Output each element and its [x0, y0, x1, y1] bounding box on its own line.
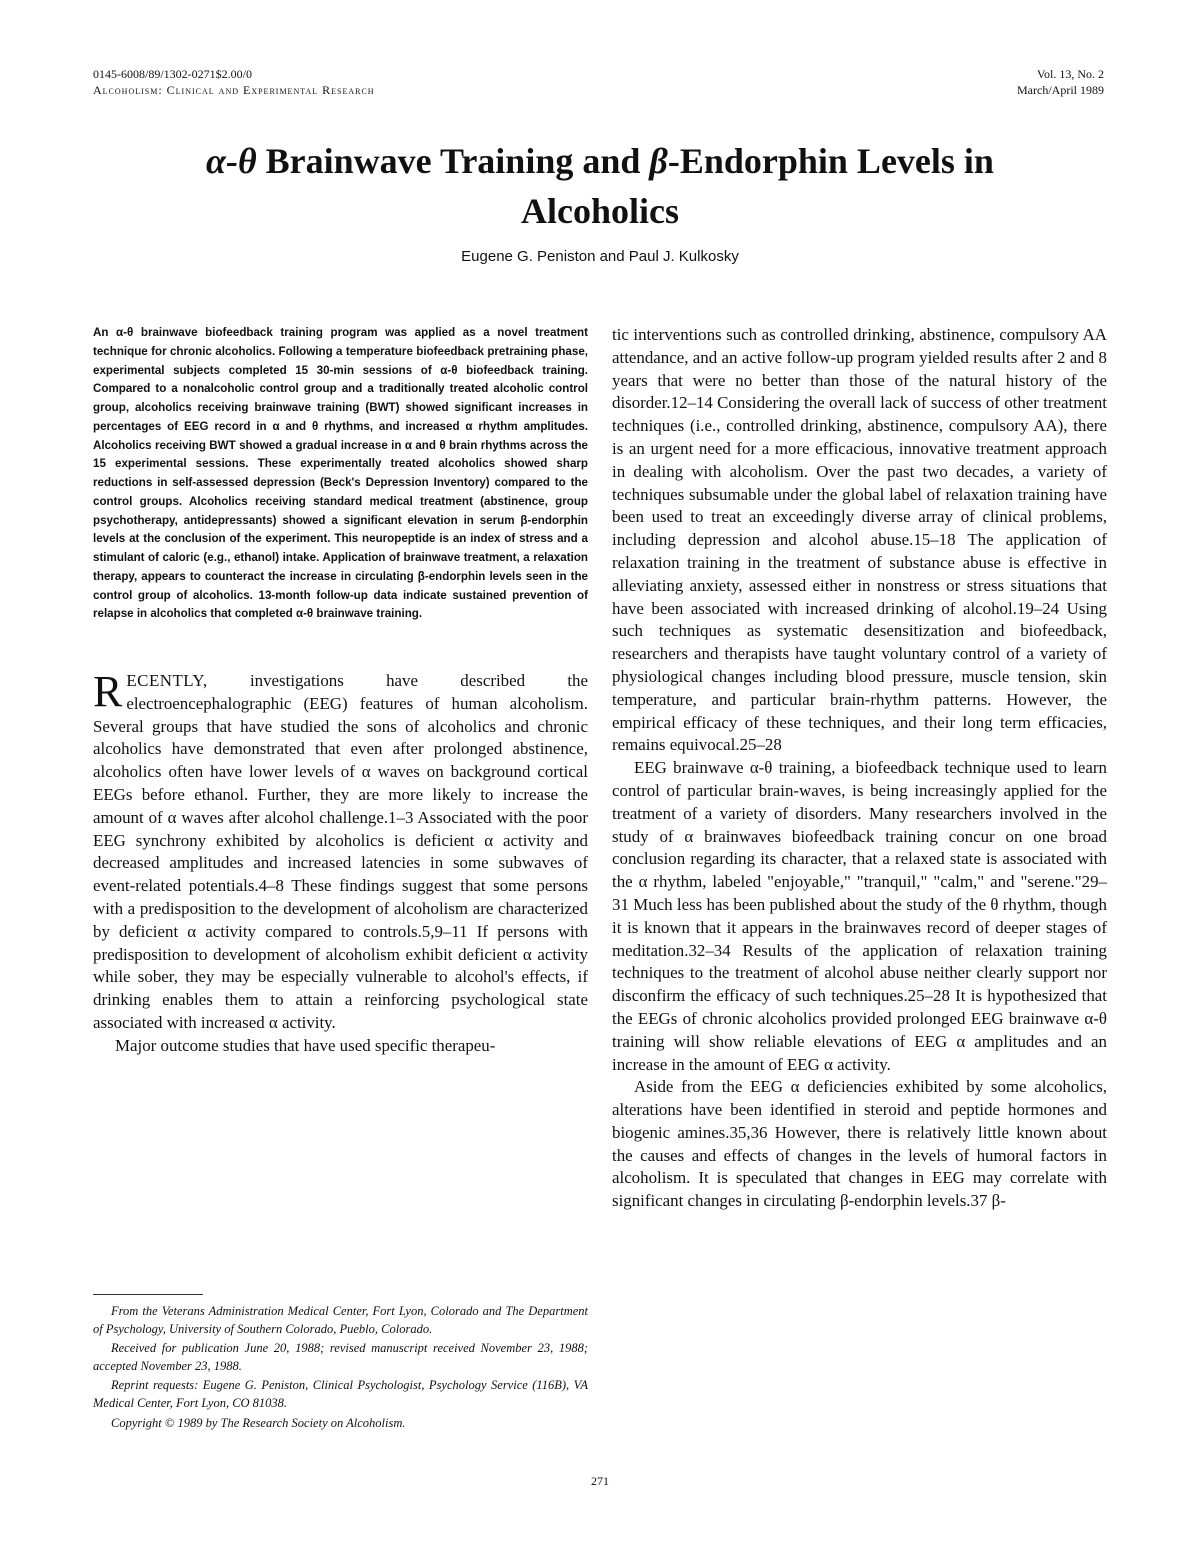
- lead-word: ECENTLY,: [126, 671, 208, 690]
- title-part-2: -Endorphin Levels in Alcoholics: [521, 141, 994, 231]
- article-title: [150, 136, 1050, 236]
- drop-cap: R: [93, 667, 123, 716]
- title-greek-beta: β: [649, 141, 668, 181]
- right-column: [612, 324, 1107, 1213]
- author-line: Eugene G. Peniston and Paul J. Kulkosky: [461, 248, 739, 265]
- abstract: An α-θ brainwave biofeedback training program was applied as a novel treatment technique for chronic alcoholics. Following a temperature biofeedback pretraining phase, experimental subjects completed 15 30-min sessions of α-θ biofeedback training. Compared to a nonalcoholic control group and a traditionally treated alcoholic control group, alcoholics receiving brainwave training (BWT) showed significant increases in percentages of EEG record in α and θ rhythms, and increased α rhythm amplitudes. Alcoholics receiving BWT showed a gradual increase in α and θ brain rhythms across the 15 experimental sessions. These experimentally treated alcoholics showed sharp reductions in self-assessed depression (Beck's Depression Inventory) compared to the control groups. Alcoholics receiving standard medical treatment (abstinence, group psychotherapy, antidepressants) showed a significant elevation in serum β-endorphin levels at the conclusion of the experiment. This neuropeptide is an index of stress and a stimulant of caloric (e.g., ethanol) intake. Application of brainwave treatment, a relaxation therapy, appears to counteract the increase in circulating β-endorphin levels seen in the control group of alcoholics. 13-month follow-up data indicate sustained prevention of relapse in alcoholics that completed α-θ brainwave training.: [93, 326, 588, 621]
- footnotes: [93, 1294, 588, 1434]
- running-header-left: [93, 66, 375, 98]
- footnote-affiliation: From the Veterans Administration Medical Center, Fort Lyon, Colorado and The Department of Psychology, University of Southern Colorado, Pueblo, Colorado.: [93, 1304, 588, 1336]
- footnote-received: Received for publication June 20, 1988; revised manuscript received November 23, 1988; accepted November 23, 1988.: [93, 1341, 588, 1373]
- article-code: 0145-6008/89/1302-0271$2.00/0: [93, 67, 252, 81]
- running-header-right: [1017, 66, 1104, 98]
- volume-issue: Vol. 13, No. 2: [1036, 67, 1104, 81]
- intro-text: investigations have described the electroencephalographic (EEG) features of human alcoholism. Several groups that have studied the sons of alcoholics and chronic alcoholics have demonstrated that even after prolonged abstinence, alcoholics often have lower levels of α waves on background cortical EEGs before ethanol. Further, they are more likely to increase the amount of α waves after alcohol challenge.1–3 Associated with the poor EEG synchrony exhibited by alcoholics is deficient α activity and decreased amplitudes and increased latencies in some subwaves of event-related potentials.4–8 These findings suggest that some persons with a predisposition to the development of alcoholism are characterized by deficient α activity compared to controls.5,9–11 If persons with predisposition to development of alcoholism exhibit deficient α activity while sober, they may be especially vulnerable to alcohol's effects, if drinking enables them to attain a reinforcing psychological state associated with increased α activity.: [93, 671, 588, 1032]
- footnote-copyright: Copyright © 1989 by The Research Society on Alcoholism.: [111, 1415, 406, 1430]
- footnote-reprint: Reprint requests: Eugene G. Peniston, Clinical Psychologist, Psychology Service (116B), VA Medical Center, Fort Lyon, CO 81038.: [93, 1378, 588, 1410]
- intro-paragraph: [93, 667, 588, 1035]
- footnote-divider: [93, 1294, 203, 1295]
- title-part-1: Brainwave Training and: [256, 141, 650, 181]
- issue-date: March/April 1989: [1017, 83, 1104, 97]
- page-number: 271: [591, 1474, 609, 1488]
- body-paragraph: tic interventions such as controlled drinking, abstinence, compulsory AA attendance, and an active follow-up program yielded results after 2 and 8 years that were no better than those of the natural history of the disorder.12–14 Considering the overall lack of success of other treatment techniques (i.e., controlled drinking, abstinence, compulsory AA), there is an urgent need for a more efficacious, innovative treatment approach in dealing with alcoholism. Over the past two decades, a variety of techniques subsumable under the global label of relaxation training have been used to treat an exceedingly diverse array of clinical problems, including depression and alcohol abuse.15–18 The application of relaxation training in the treatment of substance abuse is effective in alleviating anxiety, assessed either in nonstress or stress situations that have been associated with increased drinking of alcohol.19–24 Using such techniques as systematic desensitization and biofeedback, researchers and therapists have taught voluntary control of a variety of physiological changes including blood pressure, muscle tension, skin temperature, and particular brain-rhythm patterns. However, the empirical efficacy of these techniques, and their long term efficacies, remains equivocal.25–28: [612, 325, 1107, 755]
- left-column: [93, 324, 588, 1058]
- body-paragraph: EEG brainwave α-θ training, a biofeedback technique used to learn control of particular brain-waves, is being increasingly applied for the treatment of a variety of disorders. Many researchers involved in the study of α brainwaves biofeedback training concur on one broad conclusion regarding its character, that a relaxed state is associated with the α rhythm, labeled "enjoyable," "tranquil," "calm," and "serene."29–31 Much less has been published about the study of the θ rhythm, though it is known that it appears in the brainwaves record of deeper stages of meditation.32–34 Results of the application of relaxation training techniques to the treatment of alcohol abuse neither clearly support nor disconfirm the efficacy of such techniques.25–28 It is hypothesized that the EEGs of chronic alcoholics provided prolonged EEG brainwave α-θ training will show reliable elevations of EEG α amplitudes and an increase in the amount of EEG α activity.: [612, 758, 1107, 1074]
- title-greek-alpha-theta: α-θ: [206, 141, 257, 181]
- body-paragraph: Major outcome studies that have used specific therapeu-: [115, 1035, 496, 1055]
- body-paragraph: Aside from the EEG α deficiencies exhibited by some alcoholics, alterations have been identified in steroid and peptide hormones and biogenic amines.35,36 However, there is relatively little known about the causes and effects of changes in the levels of humoral factors in alcoholism. It is speculated that changes in EEG may correlate with significant changes in circulating β-endorphin levels.37 β-: [612, 1077, 1107, 1211]
- journal-name: Alcoholism: Clinical and Experimental Research: [93, 83, 375, 97]
